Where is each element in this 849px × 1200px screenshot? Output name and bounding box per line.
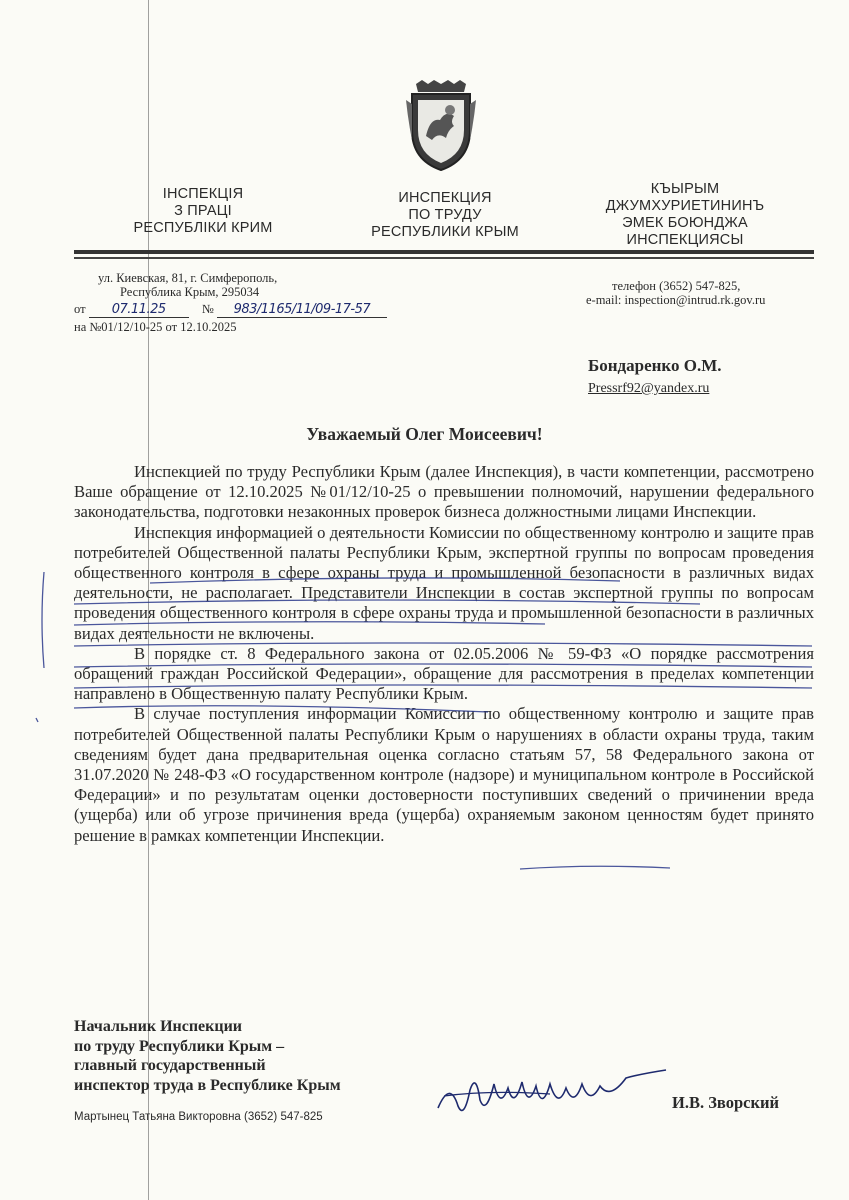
executor-note: Мартынец Татьяна Викторовна (3652) 547-825 [74,1111,323,1123]
signatory-name: И.В. Зворский [672,1093,779,1112]
header-crimean-tatar [580,181,790,249]
header-ru-line-3: РЕСПУБЛИКИ КРЫМ [371,224,519,240]
header-rule-thick [74,250,814,254]
greeting: Уважаемый Олег Моисеевич! [306,424,543,444]
header-rule-thin [74,257,814,259]
address-block [98,271,277,299]
from-label: от [74,302,86,316]
header-ct-line-2: ДЖУМХУРИЕТИНИНЪ [605,198,765,214]
header-ua-line-1: ІНСПЕКЦІЯ [162,186,244,202]
signatory-title-line-1: Начальник Инспекции [74,1018,243,1035]
signatory-title-line-4: инспектор труда в Республике Крым [74,1076,341,1094]
address-line-2: Республика Крым, 295034 [120,285,260,299]
signatory-title [74,1017,341,1095]
header-ru-line-1: ИНСПЕКЦИЯ [398,190,492,206]
recipient-name: Бондаренко О.М. [588,356,722,375]
handwritten-date: 07.11.25 [111,302,166,317]
address-line-1: ул. Киевская, 81, г. Симферополь, [98,271,278,285]
header-ct-line-1: КЪЫРЫМ [650,181,720,197]
paragraph-3: В порядке ст. 8 Федерального закона от 02.05.2006 № 59-ФЗ «О порядке рассмотрения обращений граждан Российской Федерации», обращение для рассмотрения в пределах компетенции направлено в Общественную палату Республики Крым. [74,643,814,704]
handwritten-number: 983/1165/11/09-17-57 [233,302,371,317]
reply-to-line: на №01/12/10-25 от 12.10.2025 [74,320,237,334]
header-ua-line-2: З ПРАЦІ [174,203,232,219]
phone-text: телефон (3652) 547-825, [612,279,741,293]
email-block [586,293,765,307]
paragraph-1: Инспекцией по труду Республики Крым (далее Инспекция), в части компетенции, рассмотрено Ваше обращение от 12.10.2025 №01/12/10-25 о превышении полномочий, нарушении федерального законодательства, подготовки незаконных проверок бизнеса должностными лицами Инспекции. [74,462,814,522]
signatory-title-line-3: главный государственный [74,1057,266,1074]
header-ct-line-3: ЭМЕК БОЮНДЖА [622,215,748,231]
handwritten-signature [430,1060,680,1130]
header-ru-line-2: ПО ТРУДУ [408,207,482,223]
contact-block [612,279,740,293]
header-ct-line-4: ИНСПЕКЦИЯСЫ [626,232,744,248]
outgoing-line [74,302,387,318]
paragraph-2: Инспекция информацией о деятельности Комиссии по общественному контролю и защите прав потребителей Общественной палаты Республики Крым, экспертной группы по вопросам проведения общественного контроля в сфере охраны труда и промышленной безопасности в различных видах деятельности, не располагает. Представители Инспекции в состав экспертной группы по вопросам проведения общественного контроля в сфере охраны труда и промышленной безопасности в различных видах деятельности не включены. [74,522,814,643]
header-ua-line-3: РЕСПУБЛІКИ КРИМ [133,220,273,236]
coat-of-arms-icon [402,80,480,172]
recipient-email[interactable]: Pressrf92@yandex.ru [588,381,710,396]
paragraph-4: В случае поступления информации Комиссии по общественному контролю и защите прав потребителей Общественной палаты Республики Крым о нарушениях в области охраны труда, таким сведениям будет дана предварительная оценка согласно статьям 57, 58 Федерального закона от 31.07.2020 № 248-ФЗ «О государственном контроле (надзоре) и муниципальном контроле в Российской Федерации» и по результатам оценки достоверности поступивших сведений о причинении вреда (ущерба) или об угрозе причинения вреда (ущерба) охраняемым законом ценностям будет принято решение в рамках компетенции Инспекции. [74,704,814,845]
header-russian [350,190,540,241]
letter-body [74,462,814,846]
header-ukrainian [118,186,288,237]
number-label: № [201,302,214,316]
org-email-text: e-mail: inspection@intrud.rk.gov.ru [586,293,766,307]
signatory-title-line-2: по труду Республики Крым – [74,1037,285,1055]
